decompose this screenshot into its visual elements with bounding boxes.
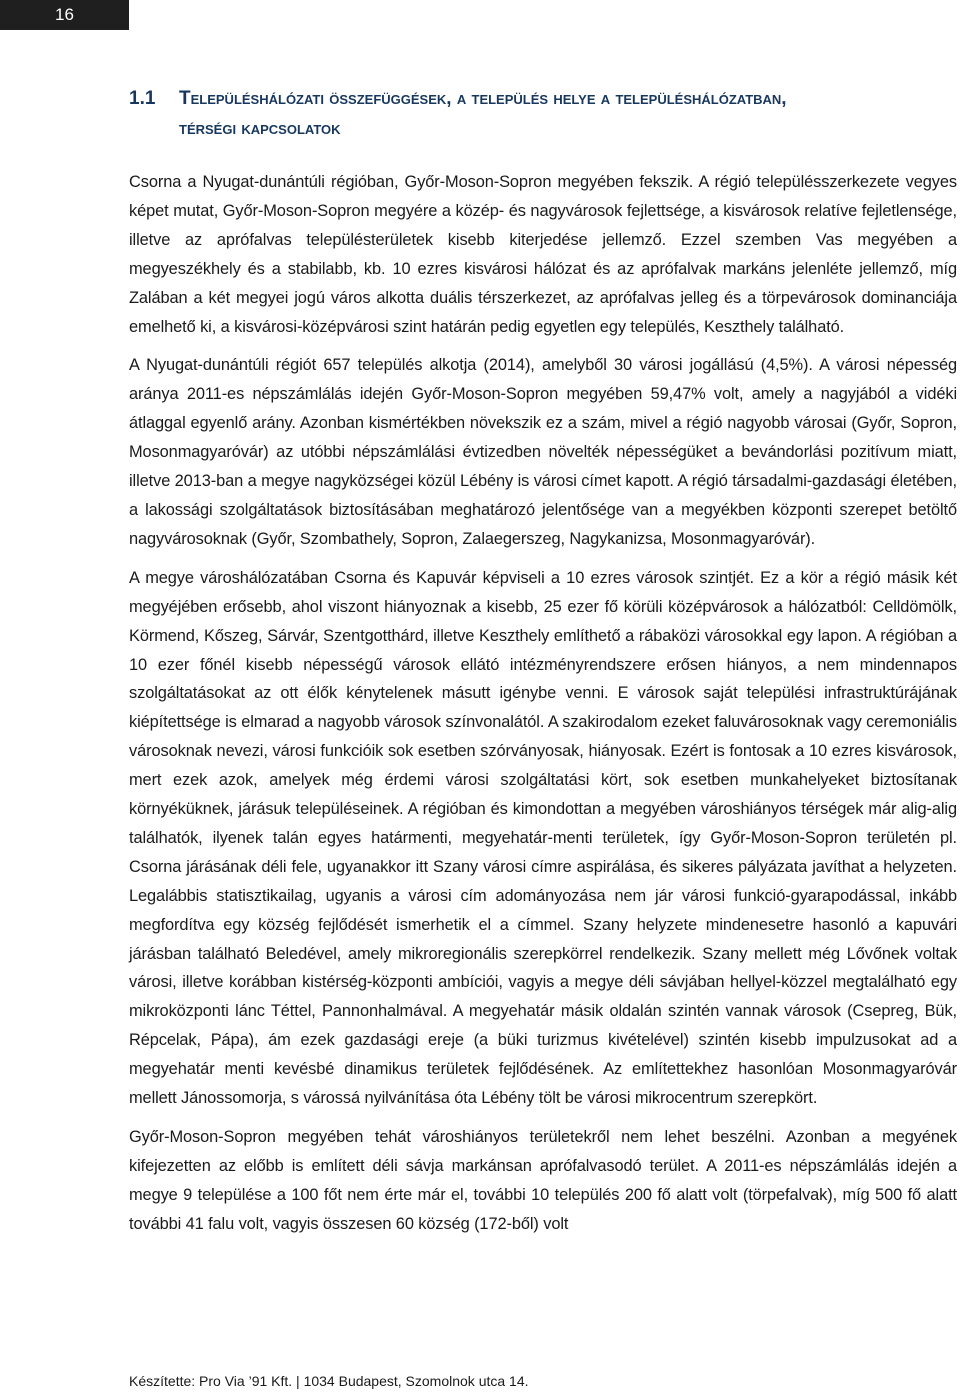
section-number: 1.1 bbox=[129, 88, 156, 109]
page-number: 16 bbox=[0, 0, 129, 30]
section-title-line1: Településhálózati összefüggések, a település helye a településhálózatban, bbox=[179, 88, 787, 109]
paragraph-3: A megye városhálózatában Csorna és Kapuvár képviseli a 10 ezres városok szintjét. Ez a kör a régió másik két megyéjében erősebb, ahol viszont hiányoznak a kisebb, 25 ezer fő körüli középvárosok a hálózatból: Celldömölk, Körmend, Kőszeg, Sárvár, Szentgotthárd, illetve Keszthely említhető a rábaközi városokkal egy lapon. A régióban a 10 ezer főnél kisebb népességű városok ellátó intézményrendszere erősen hiányos, a nem mindennapos szolgáltatásokat az ott élők kénytelenek másutt igénybe venni. E városok saját települési infrastruktúrájának kiépítettsége is elmarad a nagyobb városok színvonalától. A szakirodalom ezeket faluvárosoknak vagy ceremoniális városoknak nevezi, városi funkcióik sok esetben szórványosak, hiányosak. Ezért is fontosak a 10 ezres kisvárosok, mert ezek azok, amelyek még érdemi városi szolgáltatási kört, sok esetben munkahelyeket biztosítanak környéküknek, járásuk településeinek. A régióban és kimondottan a megyében városhiányos térségek már alig-alig találhatók, ilyenek talán egyes határmenti, megyehatár-menti területek, így Győr-Moson-Sopron területén pl. Csorna járásának déli fele, ugyanakkor itt Szany városi címre aspirálása, és sikeres pályázata javíthat a helyzeten. Legalábbis statisztikailag, ugyanis a városi cím adományozása nem jár városi funkció-gyarapodással, inkább megfordítva egy község fejlődését ismerhetik el a címmel. Szany helyzete mindenesetre hasonló a kapuvári járásban található Beledével, amely mikroregionális szerepkörrel rendelkezik. Szany mellett még Lővőnek voltak városi, illetve korábban kistérség-központi ambíciói, vagyis a megye déli sávjában hellyel-közzel megtalálható egy mikroközponti lánc Téttel, Pannonhalmával. A megyehatár másik oldalán szintén vannak városok (Csepreg, Bük, Répcelak, Pápa), ám ezek gazdasági ereje (a büki turizmus kivételével) szintén kisebb impulzusokat ad a megyehatár menti kevésbé dinamikus területek fejlődésének. Az említettekhez hasonlóan Mosonmagyaróvár mellett Jánossomorja, s várossá nyilvánítása óta Lébény tölt be városi mikrocentrum szerepkört. bbox=[129, 568, 957, 1108]
paragraph-1: Csorna a Nyugat-dunántúli régióban, Győr-Moson-Sopron megyében fekszik. A régió településszerkezete vegyes képet mutat, Győr-Moson-Sopron megyére a közép- és nagyvárosok fejlettsége, a kisvárosok relatíve fejletlensége, illetve az aprófalvas településterületek kisebb kiterjedése jellemző. Ezzel szemben Vas megyében a megyeszékhely és a stabilabb, kb. 10 ezres kisvárosi hálózat és az aprófalvak markáns jelenléte jellemző, míg Zalában a két megyei jogú város alkotta duális térszerkezet, az aprófalvas jelleg és a törpevárosok dominanciája emelhető ki, a kisvárosi-középvárosi szint határán pedig egyetlen egy település, Keszthely található. bbox=[129, 173, 957, 336]
section-heading bbox=[129, 84, 929, 144]
page-footer: Készítette: Pro Via ’91 Kft. | 1034 Budapest, Szomolnok utca 14. bbox=[129, 1373, 529, 1389]
paragraph-4: Győr-Moson-Sopron megyében tehát városhiányos területekről nem lehet beszélni. Azonban a megyének kifejezetten az előbb is említett déli sávja markánsan aprófalvasodó terület. A 2011-es népszámlálás idején a megye 9 települése a 100 főt nem érte már el, további 10 település 200 fő alatt volt (törpefalvak), míg 500 fő alatt további 41 falu volt, vagyis összesen 60 község (172-ből) volt bbox=[129, 1128, 957, 1233]
body-text bbox=[129, 168, 957, 1249]
paragraph-2: A Nyugat-dunántúli régiót 657 település alkotja (2014), amelyből 30 városi jogállású (4,5%). A városi népesség aránya 2011-es népszámlálás idején Győr-Moson-Sopron megyében 59,47% volt, amely a nagyjából a vidéki átlaggal egyenlő arány. Azonban kismértékben növekszik ez a szám, mivel a régió nagyobb városai (Győr, Sopron, Mosonmagyaróvár) az utóbbi népszámlálási évtizedben növelték népességüket a bevándorlási pozitívum miatt, illetve 2013-ban a megye nagyközségei közül Lébény is városi címet kapott. A régió társadalmi-gazdasági életében, a lakossági szolgáltatások biztosításában meghatározó jelentősége van a megyékben központi szerepet betöltő nagyvárosoknak (Győr, Szombathely, Sopron, Zalaegerszeg, Nagykanizsa, Mosonmagyaróvár). bbox=[129, 356, 957, 548]
section-title-line2: térségi kapcsolatok bbox=[179, 118, 341, 139]
